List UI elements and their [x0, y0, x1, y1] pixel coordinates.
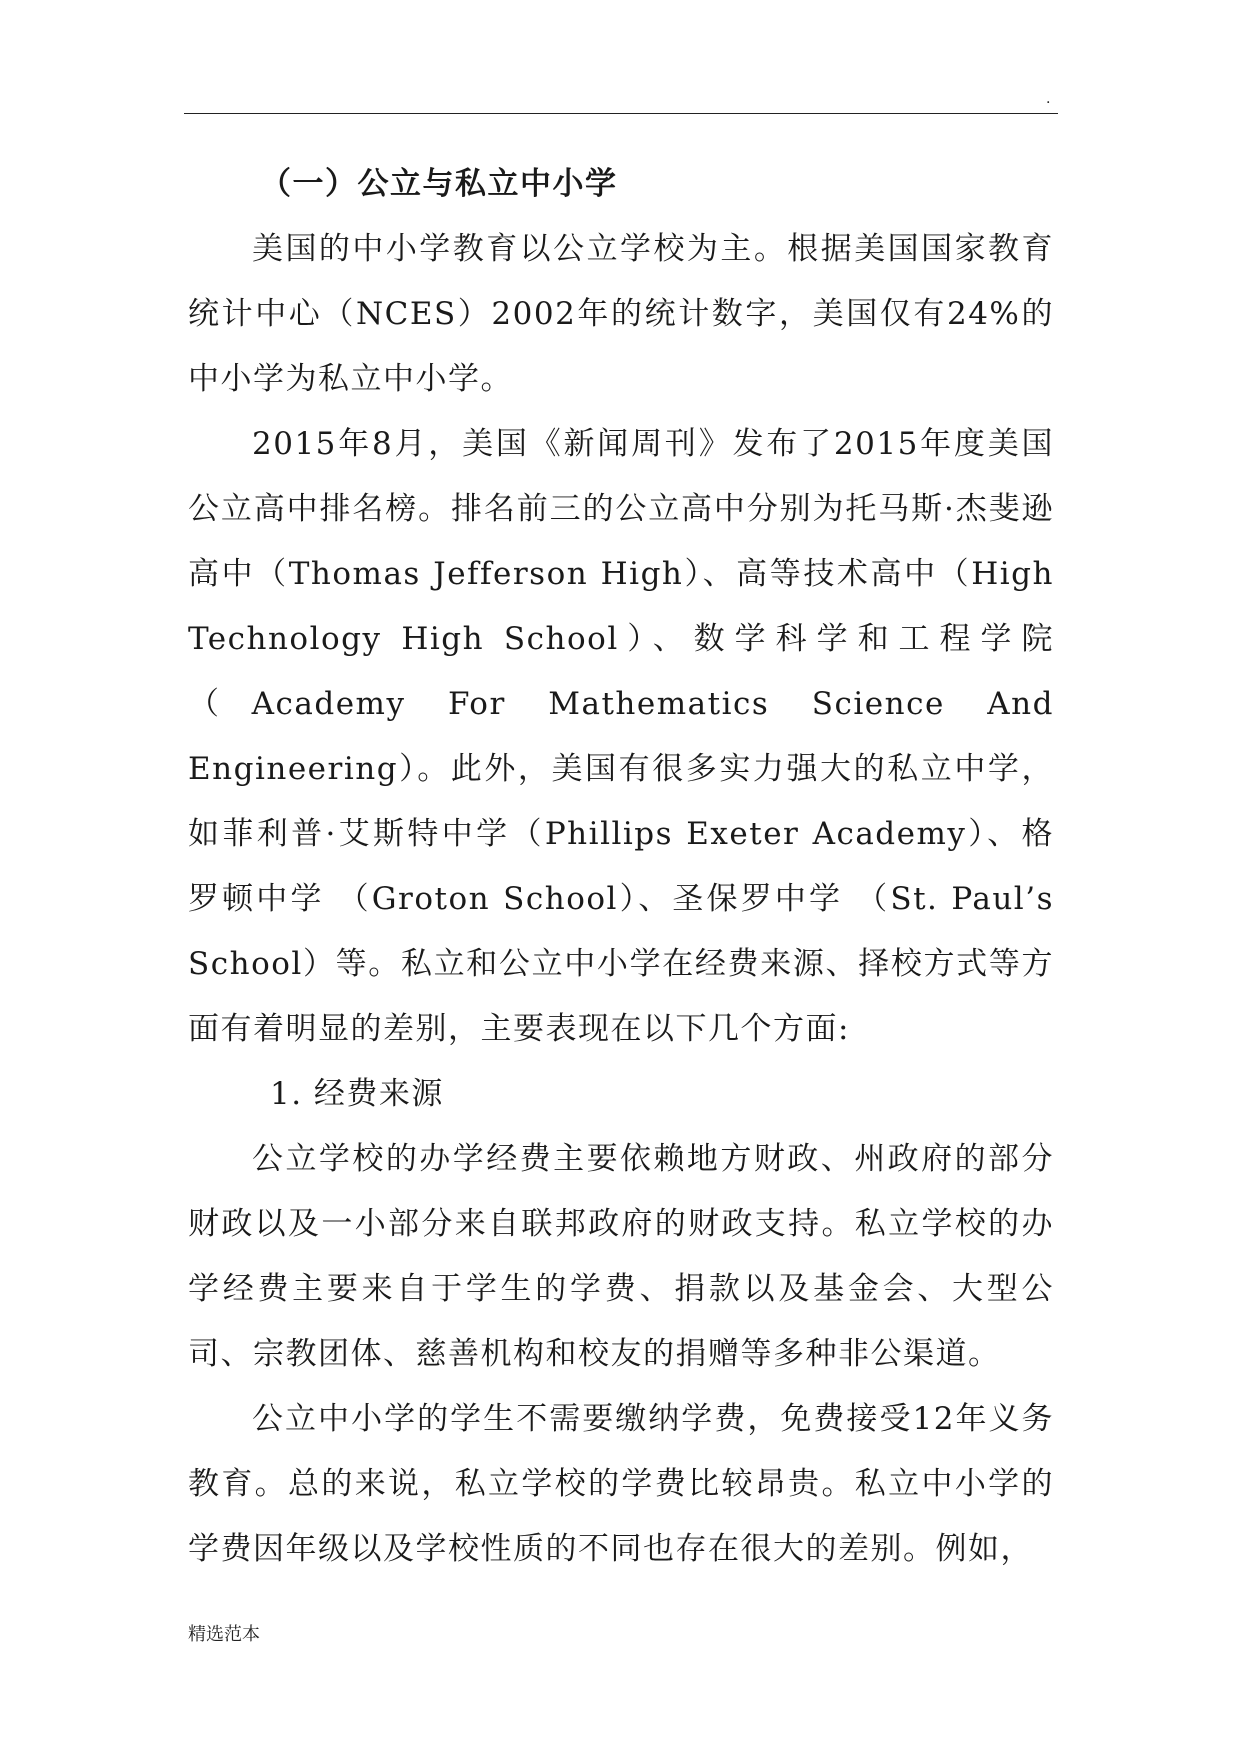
header-dot: .	[1046, 91, 1051, 107]
paragraph-tuition: 公立中小学的学生不需要缴纳学费，免费接受12年义务教育。总的来说，私立学校的学费比较昂贵。私立中小学的学费因年级以及学校性质的不同也存在很大的差别。例如，	[188, 1401, 1054, 1567]
header-rule	[184, 113, 1058, 114]
paragraph-rankings: 2015年8月，美国《新闻周刊》发布了2015年度美国公立高中排名榜。排名前三的公立高中分别为托马斯·杰斐逊高中（Thomas Jefferson High）、高等技术高中（High Technology High School）、数学科学和工程学院（Academy For Mathematics Science And Engineering）。此外，美国有很多实力强大的私立中学，如菲利普·艾斯特中学（Phillips Exeter Academy）、格罗顿中学 （Groton School）、圣保罗中学 （St. Paul’s School）等。私立和公立中小学在经费来源、择校方式等方面有着明显的差别，主要表现在以下几个方面:	[188, 426, 1054, 1047]
paragraph-funding: 公立学校的办学经费主要依赖地方财政、州政府的部分财政以及一小部分来自联邦政府的财政支持。私立学校的办学经费主要来自于学生的学费、捐款以及基金会、大型公司、宗教团体、慈善机构和校友的捐赠等多种非公渠道。	[188, 1141, 1054, 1372]
document-body	[188, 152, 1054, 1582]
section-title: （一）公立与私立中小学	[260, 166, 618, 202]
footer-label: 精选范本	[188, 1624, 260, 1645]
paragraph-intro: 美国的中小学教育以公立学校为主。根据美国国家教育统计中心（NCES）2002年的统计数字，美国仅有24%的中小学为私立中小学。	[188, 231, 1054, 397]
subsection-title: 1. 经费来源	[270, 1076, 444, 1112]
